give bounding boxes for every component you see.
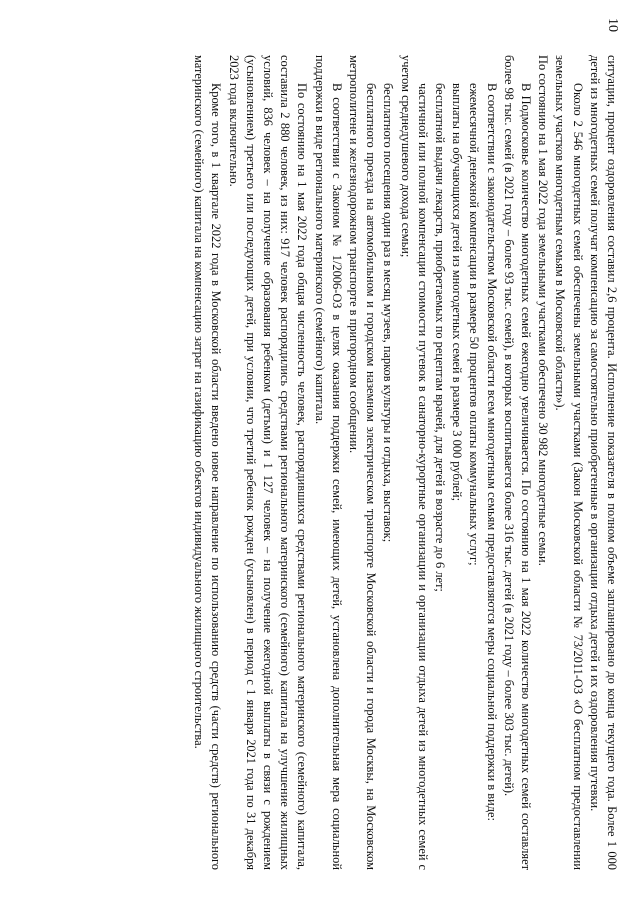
- body-text: [190, 55, 620, 870]
- paragraph: ситуации, процент оздоровления составил 2,6 процента. Исполнение показателя в полном объеме запланировано до конца текущего года. Более 1 000 детей из многодетных семей получат компенсацию за самостоятельно приобретенные в организации отдыха детей и их оздоровления путевки.: [587, 55, 619, 870]
- paragraph: В Подмосковье количество многодетных семей ежегодно увеличивается. По состоянию на 1 мая 2022 количество многодетных семей составляет более 98 тыс. семей (в 2021 году – более 93 тыс. семей), в которых воспитывается более 316 тыс. детей (в 2021 году – более 303 тыс. детей).: [501, 55, 533, 870]
- paragraph: Около 2 546 многодетных семей обеспечены земельными участками (Закон Московской области № 73/2011-ОЗ «О бесплатном предоставлении земельных участков многодетным семьям в Московской области»).: [553, 55, 585, 870]
- list-item: выплаты на обучающихся детей из многодетных семей в размере 3 000 рублей;: [450, 83, 465, 502]
- rotated-content: [20, 18, 620, 870]
- list-item: бесплатного посещения один раз в месяц музеев, парков культуры и отдыха, выставок;: [381, 83, 396, 543]
- paragraph: По состоянию на 1 мая 2022 года общая численность человек, распорядившихся средствами регионального материнского (семейного) капитала, составила 2 880 человек, из них: 917 человек распорядились средствами регионального материнского (семейного) капитала на улучшение жилищных условий, 836 человек – на получение образования ребенком (детьми) и 1 127 человек – на получение ежегодной выплаты в связи с рождением (усыновлением) третьего или последующих детей, при условии, что третий ребенок рожден (усыновлен) в период с 1 января 2021 года по 31 декабря 2023 года включительно.: [226, 55, 310, 870]
- list-item: частичной или полной компенсации стоимости путевок в санаторно-курортные организации и организации отдыха детей из многодетных семей с учетом среднедушевого дохода семьи;: [398, 55, 430, 870]
- paragraph: В соответствии с Законом № 1/2006-ОЗ в целях оказания поддержки семей, имеющих детей, установлена дополнительная мера социальной поддержки в виде регионального материнского (семейного) капитала.: [312, 55, 344, 870]
- page-number: 10: [605, 18, 620, 32]
- list-item: ежемесячной денежной компенсации в размере 50 процентов оплаты коммунальных услуг;: [467, 83, 482, 566]
- paragraph: В соответствии с законодательством Московской области всем многодетным семьям предоставляются меры социальной поддержки в виде:: [484, 83, 499, 822]
- list-item: бесплатного проезда на автомобильном и городском наземном электрическом транспорте Московской области и города Москвы, на Московском метрополитене и железнодорожном транспорте в пригородном сообщении.: [346, 55, 379, 870]
- list-item: бесплатной выдачи лекарств, приобретаемых по рецептам врачей, для детей в возрасте до 6 лет;: [432, 83, 447, 592]
- paragraph: Кроме того, в 1 квартале 2022 года в Московской области введено новое направление по использованию средств (части средств) регионального материнского (семейного) капитала на компенсацию затрат на газификацию объектов индивидуального жилищного строительства.: [192, 55, 224, 870]
- paragraph: По состоянию на 1 мая 2022 года земельными участками обеспечено 30 982 многодетные семьи.: [536, 55, 551, 566]
